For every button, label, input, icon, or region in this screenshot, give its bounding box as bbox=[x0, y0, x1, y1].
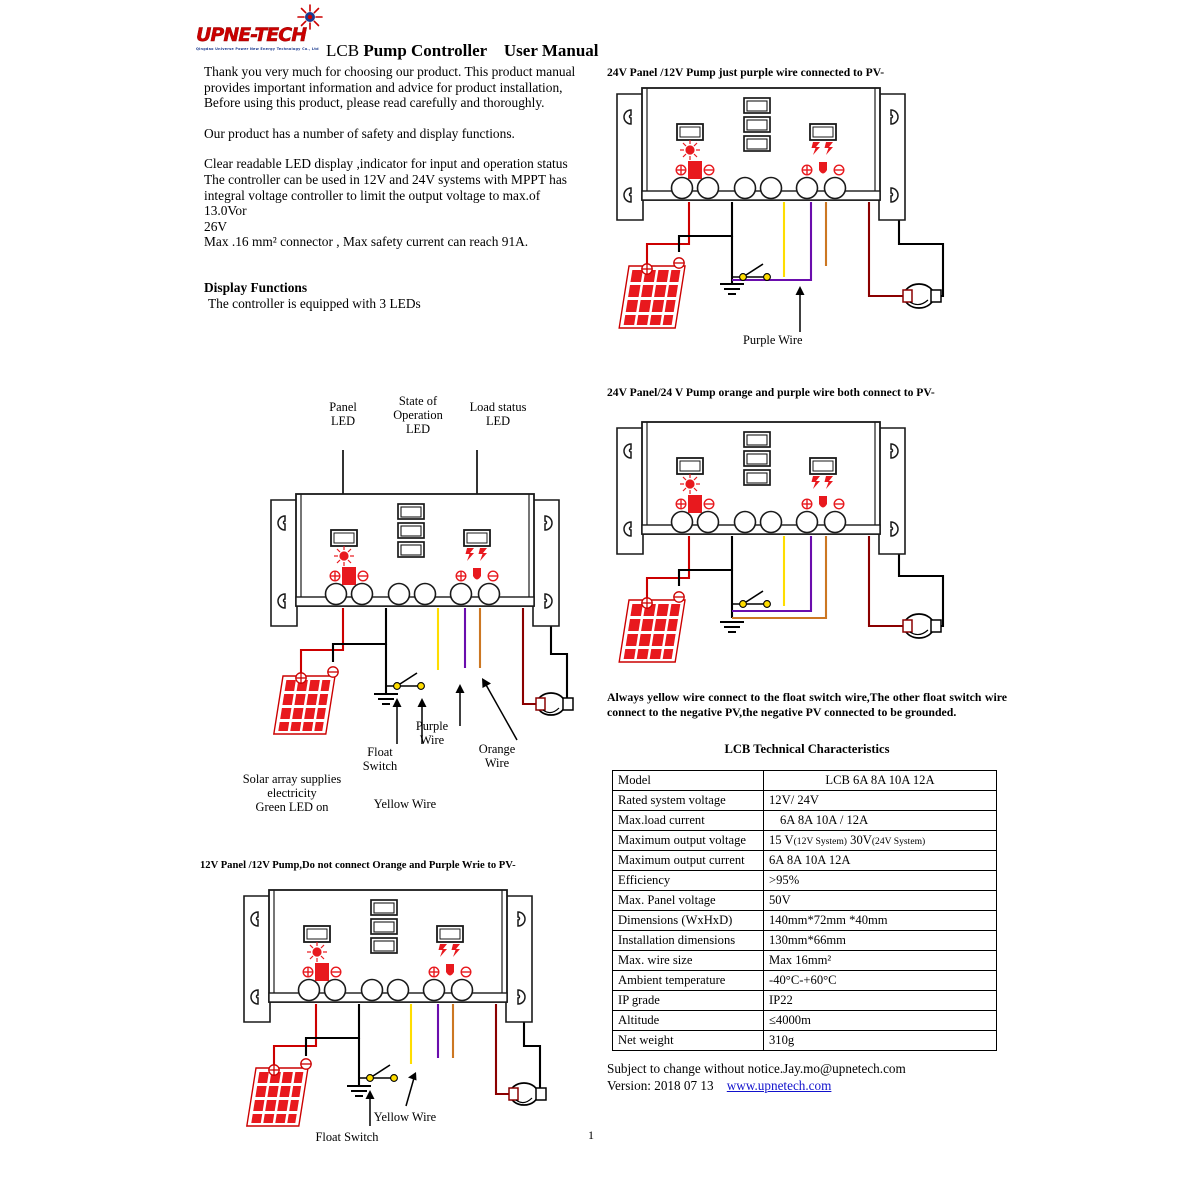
spec-value-a: 15 V bbox=[769, 833, 794, 847]
table-row bbox=[613, 831, 997, 851]
spec-value: 6A 8A 10A / 12A bbox=[764, 811, 997, 831]
diagram1-caption: 24V Panel /12V Pump just purple wire connected to PV- bbox=[607, 66, 885, 79]
d3-orange-l2: Wire bbox=[484, 756, 510, 770]
logo-wordmark: UPNE-TECH bbox=[196, 24, 307, 46]
table-title: LCB Technical Characteristics bbox=[724, 742, 890, 756]
spec-value-b: (12V System) bbox=[793, 836, 847, 847]
spec-value: ≤4000m bbox=[764, 1011, 997, 1031]
d3-display-boxes bbox=[398, 504, 424, 557]
spec-value: 140mm*72mm *40mm bbox=[764, 911, 997, 931]
d4-sun-icon bbox=[307, 942, 327, 962]
intro-p3-line3: integral voltage controller to limit the output voltage to max.of 13.0Vor bbox=[204, 187, 541, 219]
table-row bbox=[613, 911, 997, 931]
d3-float-switch bbox=[394, 673, 425, 689]
d1-sun-icon bbox=[680, 140, 700, 160]
spec-key: Efficiency bbox=[613, 871, 764, 891]
table-row bbox=[613, 951, 997, 971]
d2-waterdrop-icon bbox=[819, 496, 827, 508]
led-label-panel-l2: LED bbox=[330, 414, 356, 428]
footer-version-line bbox=[607, 1077, 1027, 1094]
d3-sun-icon bbox=[334, 546, 354, 566]
spec-key: Maximum output current bbox=[613, 851, 764, 871]
d3-waterdrop-icon bbox=[473, 568, 481, 580]
diagram-24v-panel-12v-pump bbox=[607, 84, 997, 364]
led-label-load-l1: Load status bbox=[469, 400, 527, 414]
d4-yellow-wire-label: Yellow Wire bbox=[373, 1110, 437, 1124]
title-model: LCB bbox=[326, 41, 360, 60]
diagram2-caption: 24V Panel/24 V Pump orange and purple wire both connect to PV- bbox=[607, 386, 935, 399]
d3-float-switch-label bbox=[352, 745, 408, 773]
spec-key: Max. Panel voltage bbox=[613, 891, 764, 911]
d3-wiring bbox=[301, 608, 567, 704]
d3-purple-l1: Purple bbox=[415, 719, 449, 733]
spec-value-c: 30V bbox=[847, 833, 872, 847]
d4-waterdrop-icon bbox=[446, 964, 454, 976]
led-label-load-status bbox=[458, 400, 538, 428]
intro-p3-line5: Max .16 mm² connector , Max safety current can reach 91A. bbox=[204, 234, 529, 250]
spec-key: Ambient temperature bbox=[613, 971, 764, 991]
spec-value-d: (24V System) bbox=[871, 836, 926, 847]
spec-key: Installation dimensions bbox=[613, 931, 764, 951]
spec-key: Max.load current bbox=[613, 811, 764, 831]
d2-display-boxes bbox=[744, 432, 770, 485]
led-label-panel-l1: Panel bbox=[329, 400, 357, 414]
d4-display-boxes bbox=[371, 900, 397, 953]
d4-float-switch bbox=[367, 1065, 398, 1081]
controller-device-2 bbox=[617, 422, 905, 554]
d3-orange-l1: Orange bbox=[478, 742, 516, 756]
d3-float-l2: Switch bbox=[362, 759, 398, 773]
display-functions-body: The controller is equipped with 3 LEDs bbox=[208, 295, 421, 311]
footer-version: Version: 2018 07 13 bbox=[607, 1078, 714, 1093]
d3-orange-wire-label bbox=[468, 742, 526, 770]
intro-p1-line2: provides important information and advice for product installation, bbox=[204, 79, 563, 95]
table-row bbox=[613, 1011, 997, 1031]
spec-value: 6A 8A 10A 12A bbox=[764, 851, 997, 871]
warning-note: Always yellow wire connect to the float switch wire,The other float switch wire connect to the negative PV,the negative PV connected to be grounded. bbox=[607, 690, 1007, 719]
intro-p1-line1: Thank you very much for choosing our product. This product manual bbox=[204, 64, 576, 79]
document-header bbox=[196, 14, 996, 64]
intro-p3-line1: Clear readable LED display ,indicator for input and operation status bbox=[204, 156, 568, 172]
d4-float-switch-label: Float Switch bbox=[315, 1130, 379, 1144]
spec-value: 130mm*66mm bbox=[764, 931, 997, 951]
d3-float-l1: Float bbox=[367, 745, 393, 759]
spec-key: Maximum output voltage bbox=[613, 831, 764, 851]
d3-solar-array-note bbox=[222, 772, 362, 814]
diagram4-caption: 12V Panel /12V Pump,Do not connect Orange and Purple Wrie to PV- bbox=[200, 860, 516, 871]
diagram-12v-panel-12v-pump bbox=[228, 880, 548, 1130]
led-label-state-l1: State of bbox=[398, 394, 438, 408]
d2-sun-icon bbox=[680, 474, 700, 494]
d3-solar-l2: electricity bbox=[267, 786, 317, 800]
controller-device-3 bbox=[271, 494, 559, 626]
led-label-panel bbox=[308, 400, 378, 428]
spec-value: 12V/ 24V bbox=[764, 791, 997, 811]
spec-value: 50V bbox=[764, 891, 997, 911]
table-row bbox=[613, 931, 997, 951]
spec-value: LCB 6A 8A 10A 12A bbox=[764, 771, 997, 791]
spec-value: IP22 bbox=[764, 991, 997, 1011]
spec-value bbox=[764, 831, 997, 851]
table-row bbox=[613, 891, 997, 911]
controller-device-1 bbox=[617, 88, 905, 220]
d3-ground-icon bbox=[374, 694, 398, 704]
spec-key: Max. wire size bbox=[613, 951, 764, 971]
d2-ground-icon bbox=[720, 622, 744, 632]
spec-key: Net weight bbox=[613, 1031, 764, 1051]
intro-p1-line3: Before using this product, please read carefully and thoroughly. bbox=[204, 95, 545, 111]
diagram-main-annotated bbox=[255, 448, 575, 748]
diagram-24v-panel-24v-pump bbox=[607, 418, 997, 668]
d2-pump-icon bbox=[903, 614, 941, 638]
footer-notice: Subject to change without notice.Jay.mo@upnetech.com bbox=[607, 1061, 906, 1076]
logo-tagline: Qingdao Universe Power New Energy Technology Co., Ltd bbox=[196, 47, 319, 51]
d1-float-switch bbox=[740, 264, 771, 280]
d3-solar-l3: Green LED on bbox=[255, 800, 329, 814]
d1-ground-icon bbox=[720, 284, 744, 294]
d1-solar-panel-icon bbox=[619, 258, 685, 328]
led-label-state-l2: Operation bbox=[393, 408, 443, 422]
intro-p3-line4: 26V bbox=[204, 218, 228, 234]
technical-characteristics-table bbox=[612, 770, 997, 1051]
led-label-state-of-operation bbox=[382, 394, 454, 436]
table-row bbox=[613, 851, 997, 871]
document-title bbox=[326, 41, 599, 61]
display-functions-heading: Display Functions bbox=[204, 279, 308, 295]
d3-purple-l2: Wire bbox=[419, 733, 445, 747]
diagram1-purple-wire-label: Purple Wire bbox=[743, 333, 803, 347]
spec-key: Rated system voltage bbox=[613, 791, 764, 811]
d2-solar-panel-icon bbox=[619, 592, 685, 662]
d1-purple-wire-leader bbox=[796, 286, 805, 332]
title-doc-type: User Manual bbox=[503, 41, 599, 60]
page-number: 1 bbox=[588, 1128, 594, 1142]
company-website-link[interactable]: www.upnetech.com bbox=[726, 1078, 832, 1093]
table-row bbox=[613, 771, 997, 791]
d4-wiring bbox=[274, 1004, 540, 1094]
d3-purple-wire-label bbox=[404, 719, 460, 747]
table-row bbox=[613, 791, 997, 811]
led-label-state-l3: LED bbox=[405, 422, 431, 436]
d4-solar-panel-icon bbox=[247, 1059, 311, 1126]
spec-value: -40°C-+60°C bbox=[764, 971, 997, 991]
spec-value: Max 16mm² bbox=[764, 951, 997, 971]
title-product: Pump Controller bbox=[363, 41, 487, 60]
d1-display-boxes bbox=[744, 98, 770, 151]
spec-value: 310g bbox=[764, 1031, 997, 1051]
spec-key: IP grade bbox=[613, 991, 764, 1011]
d4-ground-icon bbox=[347, 1086, 371, 1096]
table-row bbox=[613, 1031, 997, 1051]
d3-solar-panel-icon bbox=[274, 667, 338, 734]
spec-key: Dimensions (WxHxD) bbox=[613, 911, 764, 931]
led-label-load-l2: LED bbox=[485, 414, 511, 428]
intro-text-block bbox=[204, 64, 584, 311]
document-footer bbox=[607, 1060, 1027, 1094]
table-row bbox=[613, 991, 997, 1011]
spec-key: Altitude bbox=[613, 1011, 764, 1031]
table-row bbox=[613, 871, 997, 891]
spec-value: >95% bbox=[764, 871, 997, 891]
intro-p3-line2: The controller can be used in 12V and 24V systems with MPPT has bbox=[204, 171, 567, 187]
d3-yellow-wire-label: Yellow Wire bbox=[373, 797, 437, 811]
d2-float-switch bbox=[740, 591, 771, 607]
spec-key: Model bbox=[613, 771, 764, 791]
starburst-icon bbox=[297, 4, 323, 30]
d1-pump-icon bbox=[903, 284, 941, 308]
intro-p2: Our product has a number of safety and display functions. bbox=[204, 125, 515, 141]
d1-waterdrop-icon bbox=[819, 162, 827, 174]
d3-solar-l1: Solar array supplies bbox=[242, 772, 342, 786]
table-row bbox=[613, 811, 997, 831]
controller-device-4 bbox=[244, 890, 532, 1022]
table-row bbox=[613, 971, 997, 991]
table-body bbox=[613, 771, 997, 1051]
